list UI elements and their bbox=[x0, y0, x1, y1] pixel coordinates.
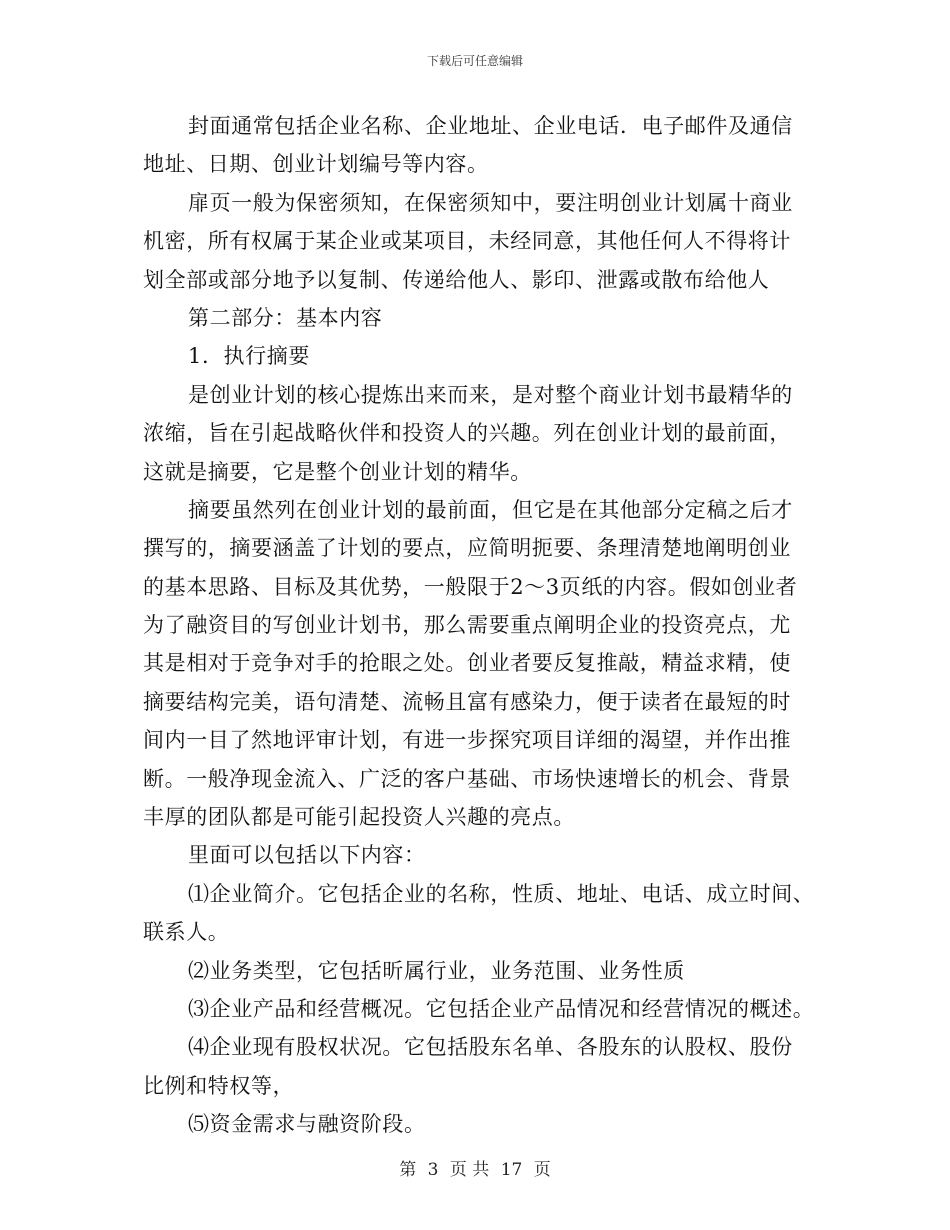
paragraph-line: 扉页一般为保密须知，在保密须知中，要注明创业计划属十商业 bbox=[188, 190, 793, 215]
page-footer bbox=[0, 1155, 950, 1180]
paragraph-line: 为了融资目的写创业计划书，那么需要重点阐明企业的投资亮点，尤 bbox=[143, 613, 791, 638]
paragraph-line: 其是相对于竞争对手的抢眼之处。创业者要反复推敲，精益求精，使 bbox=[143, 651, 791, 676]
paragraph-line: 里面可以包括以下内容： bbox=[188, 843, 426, 868]
paragraph-line: 丰厚的团队都是可能引起投资人兴趣的亮点。 bbox=[143, 805, 575, 830]
list-item-continuation: 比例和特权等， bbox=[143, 1073, 295, 1098]
paragraph-line: 划全部或部分地予以复制、传递给他人、影印、泄露或散布给他人 bbox=[143, 267, 770, 292]
paragraph-line: 断。一般净现金流入、广泛的客户基础、市场快速增长的机会、背景 bbox=[143, 766, 791, 791]
paragraph-line: 是创业计划的核心提炼出来而来，是对整个商业计划书最精华的 bbox=[188, 382, 793, 407]
footer-prefix: 第 bbox=[399, 1160, 417, 1180]
list-item: ⑶企业产品和经营概况。它包括企业产品情况和经营情况的概述。 bbox=[188, 996, 815, 1021]
paragraph-line: 摘要结构完美，语句清楚、流畅且富有感染力，便于读者在最短的时 bbox=[143, 689, 791, 714]
total-pages-number: 17 bbox=[500, 1160, 523, 1180]
list-item: ⑵业务类型，它包括昕属行业，业务范围、业务性质 bbox=[188, 958, 685, 983]
document-body bbox=[143, 107, 833, 1144]
paragraph-line: 地址、日期、创业计划编号等内容。 bbox=[143, 152, 489, 177]
paragraph-line: 机密，所有权属于某企业或某项目，未经同意，其他任何人不得将计 bbox=[143, 229, 791, 254]
section-heading: 第二部分：基本内容 bbox=[188, 305, 383, 330]
list-item-continuation: 联系人。 bbox=[143, 920, 230, 945]
list-item: ⑴企业简介。它包括企业的名称，性质、地址、电话、成立时间、 bbox=[188, 881, 815, 906]
paragraph-line: 浓缩，旨在引起战略伙伴和投资人的兴趣。列在创业计划的最前面， bbox=[143, 421, 791, 446]
paragraph-line: 摘要虽然列在创业计划的最前面，但它是在其他部分定稿之后才 bbox=[188, 497, 793, 522]
paragraph-line: 的基本思路、目标及其优势，一般限于2～3页纸的内容。假如创业者 bbox=[143, 574, 798, 599]
list-item: ⑸资金需求与融资阶段。 bbox=[188, 1112, 426, 1137]
page-header: 下载后可任意编辑 bbox=[426, 54, 523, 68]
paragraph-line: 封面通常包括企业名称、企业地址、企业电话．电子邮件及通信 bbox=[188, 114, 793, 138]
paragraph-line: 间内一目了然地评审计划，有进一步探究项目详细的渴望，并作出推 bbox=[143, 728, 791, 753]
footer-suffix: 页 bbox=[533, 1160, 551, 1180]
footer-middle: 页 共 bbox=[449, 1160, 490, 1180]
list-item: ⑷企业现有股权状况。它包括股东名单、各股东的认股权、股份 bbox=[188, 1035, 793, 1060]
current-page-number: 3 bbox=[427, 1160, 439, 1180]
subsection-heading: 1．执行摘要 bbox=[188, 344, 310, 369]
paragraph-line: 撰写的，摘要涵盖了计划的要点，应简明扼要、条理清楚地阐明创业 bbox=[143, 536, 791, 561]
paragraph-line: 这就是摘要，它是整个创业计划的精华。 bbox=[143, 459, 532, 484]
